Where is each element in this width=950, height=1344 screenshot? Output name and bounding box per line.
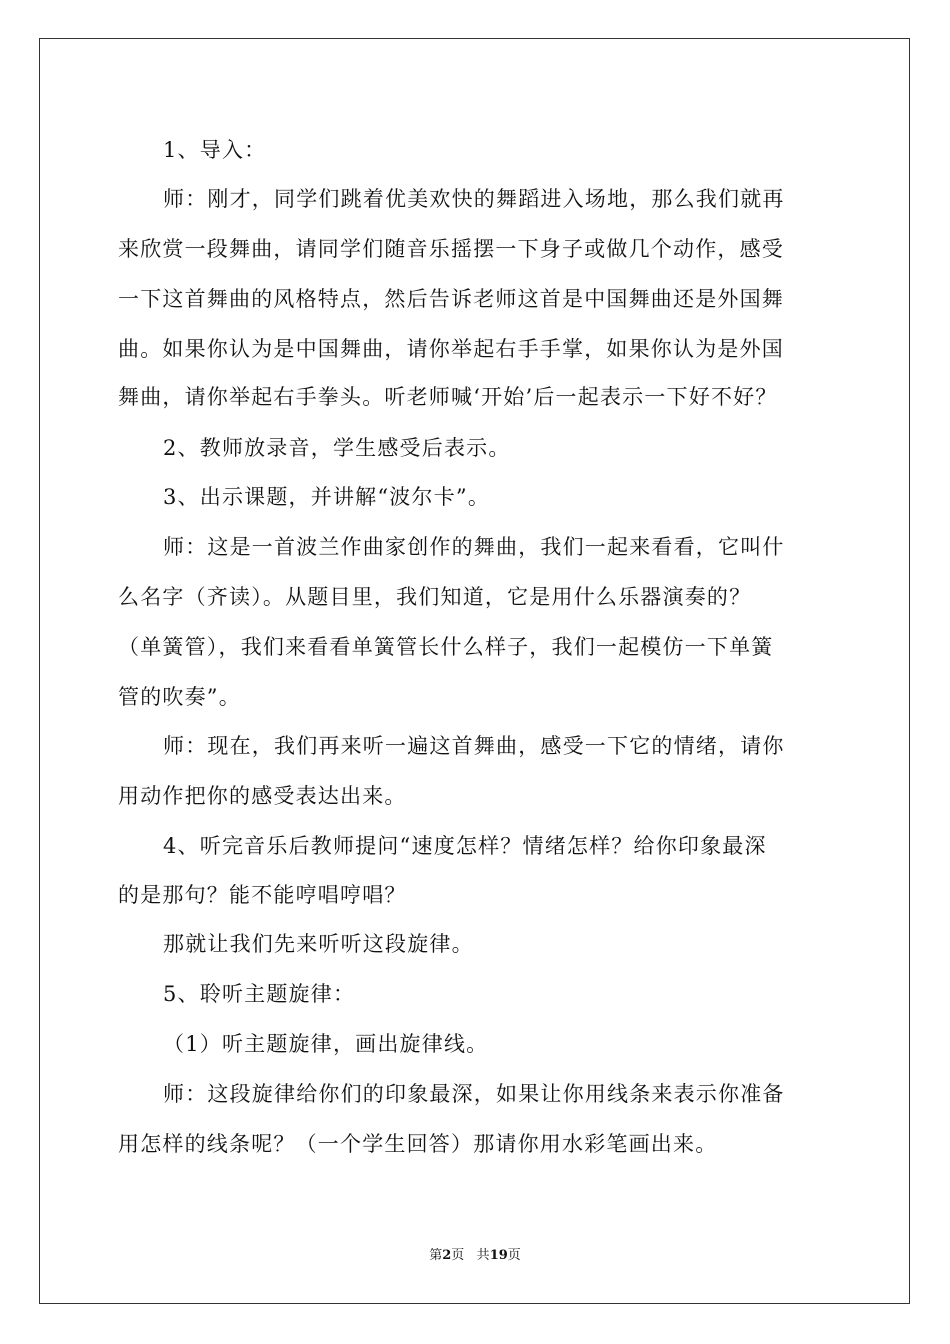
text-line: 曲。如果你认为是中国舞曲，请你举起右手手掌，如果你认为是外国 bbox=[118, 337, 784, 361]
text-line: 一下这首舞曲的风格特点，然后告诉老师这首是中国舞曲还是外国舞 bbox=[118, 287, 784, 311]
page-footer bbox=[0, 1247, 950, 1265]
text-line: （单簧管），我们来看看单簧管长什么样子，我们一起模仿一下单簧 bbox=[118, 635, 774, 659]
total-prefix: 共 bbox=[476, 1248, 490, 1263]
text-line: 舞曲，请你举起右手拳头。听老师喊‘开始’后一起表示一下好不好？ bbox=[118, 385, 778, 409]
text-line: 师：现在，我们再来听一遍这首舞曲，感受一下它的情绪，请你 bbox=[163, 734, 785, 758]
text-line: 师：这是一首波兰作曲家创作的舞曲，我们一起来看看，它叫什 bbox=[163, 535, 785, 559]
text-line: 2、教师放录音，学生感受后表示。 bbox=[163, 436, 511, 460]
page-border bbox=[39, 38, 910, 1304]
text-line: 的是那句？能不能哼唱哼唱？ bbox=[118, 883, 407, 907]
text-line: 用动作把你的感受表达出来。 bbox=[118, 784, 407, 808]
text-line: 4、听完音乐后教师提问“速度怎样？情绪怎样？给你印象最深 bbox=[163, 834, 767, 858]
text-line: 么名字（齐读）。从题目里，我们知道，它是用什么乐器演奏的？ bbox=[118, 585, 752, 609]
text-line: 来欣赏一段舞曲，请同学们随音乐摇摆一下身子或做几个动作，感受 bbox=[118, 237, 784, 261]
text-line: 5、聆听主题旋律： bbox=[163, 982, 356, 1006]
total-suffix: 页 bbox=[507, 1248, 521, 1263]
text-line: （1）听主题旋律，画出旋律线。 bbox=[163, 1032, 489, 1056]
text-line: 师：刚才，同学们跳着优美欢快的舞蹈进入场地，那么我们就再 bbox=[163, 187, 785, 211]
text-line: 1、导入： bbox=[163, 138, 267, 162]
text-line: 管的吹奏”。 bbox=[118, 685, 241, 709]
text-line: 那就让我们先来听听这段旋律。 bbox=[163, 932, 474, 956]
text-line: 3、出示课题，并讲解“波尔卡”。 bbox=[163, 485, 491, 509]
total-pages: 19 bbox=[489, 1248, 508, 1263]
text-line: 用怎样的线条呢？（一个学生回答）那请你用水彩笔画出来。 bbox=[118, 1132, 718, 1156]
text-line: 师：这段旋律给你们的印象最深，如果让你用线条来表示你准备 bbox=[163, 1082, 785, 1106]
page-suffix: 页 bbox=[451, 1248, 465, 1263]
page-number: 2 bbox=[442, 1248, 452, 1263]
page-prefix: 第 bbox=[429, 1248, 443, 1263]
